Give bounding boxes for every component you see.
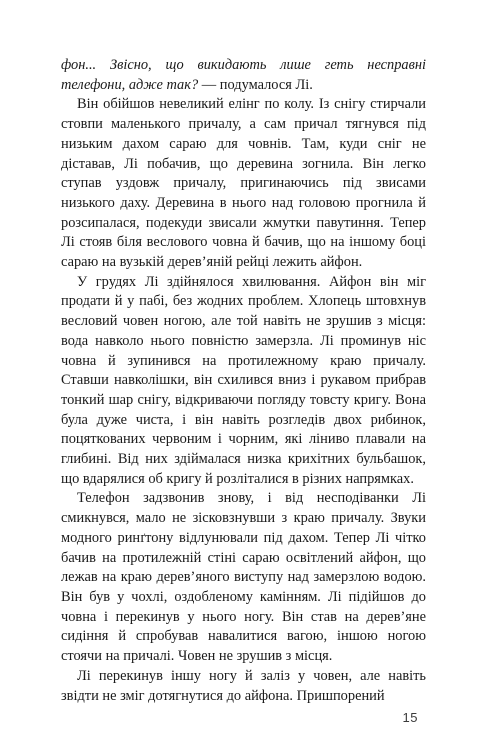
paragraph-3: У грудях Лі здійнялося хвилювання. Айфон він міг продати й у пабі, без жодних проблем. Хлопець штовхнув весловий човен ногою, але той навіть не зрушив з місця: вода навколо нього повністю замерзла. Лі проминув ніс човна й зупинився на протилежному краю причалу. Ставши навколішки, він схилився вниз і рукавом прибрав тонкий шар снігу, відкриваючи погляду товсту кригу. Вона була дуже чиста, і він навіть розгледів двох рибинок, поцяткованих червоним і чорним, які ліниво плавали на глибині. Від них здіймалася низка крихітних бульбашок, що вдарялися об кригу й розліталися в різних напрямках. xyxy=(61,273,426,487)
paragraph-1-rest: — подумалося Лі. xyxy=(198,76,313,93)
page-number: 15 xyxy=(402,710,418,725)
paragraph-4: Телефон задзвонив знову, і від несподіванки Лі смикнувся, мало не зісковзнувши з краю причалу. Звуки модного ринґтону відлунювали під дахом. Тепер Лі чітко бачив на протилежній стіні сараю освітлений айфон, що лежав на краю дерев’яного виступу над замерзлою водою. Він був у чохлі, оздобленому камінням. Лі підійшов до човна і перекинув у нього ногу. Він став на дерев’яне сидіння й спробував навалитися вагою, іншою ногою стоячи на причалі. Човен не зрушив з місця. xyxy=(61,490,426,665)
italic-thought: фон... Звісно, що викидають лише геть несправні телефони, адже так? xyxy=(61,57,426,93)
paragraph-1 xyxy=(61,56,426,95)
paragraph-2: Він обійшов невеликий елінг по колу. Із снігу стирчали стовпи маленького причалу, а сам причал тягнувся під низьким дахом сараю для човнів. Там, куди сніг не діставав, Лі побачив, що деревина зогнила. Він легко ступав уздовж причалу, пригинаючись під звисами низького даху. Деревина в нього над головою прогнила й розсипалася, подекуди звисали жмутки павутиння. Тепер Лі стояв біля веслового човна й бачив, що на іншому боці сараю на вузькій дерев’яній рейці лежить айфон. xyxy=(61,96,426,271)
paragraph-5: Лі перекинув іншу ногу й заліз у човен, але навіть звідти не зміг дотягнутися до айфона. Пришпорений xyxy=(61,667,426,704)
body-text xyxy=(61,56,426,706)
